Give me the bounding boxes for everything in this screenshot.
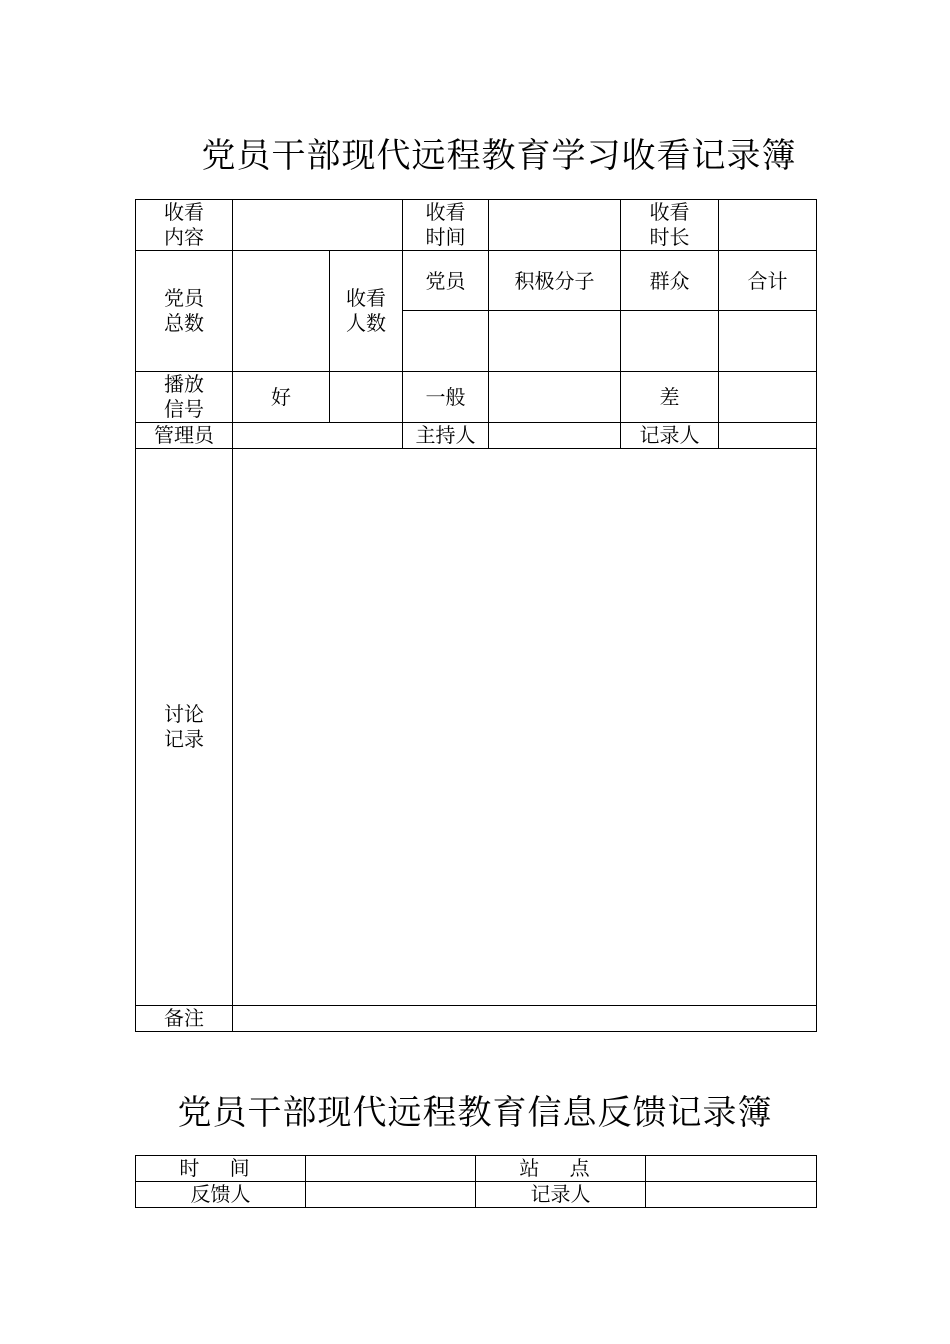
fb-time-field[interactable] [306, 1156, 476, 1182]
fb-recorder-field[interactable] [646, 1182, 817, 1208]
members-count-field[interactable] [403, 311, 489, 372]
col-members-header: 党员 [403, 251, 489, 311]
fb-site-label: 站 点 [476, 1156, 646, 1182]
fb-site-field[interactable] [646, 1156, 817, 1182]
col-activists-header: 积极分子 [489, 251, 621, 311]
total-count-field[interactable] [719, 311, 817, 372]
duration-field[interactable] [719, 200, 817, 251]
recorder-field[interactable] [719, 423, 817, 449]
signal-normal-field[interactable] [489, 372, 621, 423]
fb-time-label: 时 间 [136, 1156, 306, 1182]
duration-label: 收看 时长 [621, 200, 719, 251]
viewers-label: 收看 人数 [330, 251, 403, 372]
content-field[interactable] [233, 200, 403, 251]
public-count-field[interactable] [621, 311, 719, 372]
discussion-label: 讨论 记录 [136, 449, 233, 1006]
time-field[interactable] [489, 200, 621, 251]
host-field[interactable] [489, 423, 621, 449]
signal-good-field[interactable] [330, 372, 403, 423]
admin-field[interactable] [233, 423, 403, 449]
host-label: 主持人 [403, 423, 489, 449]
time-label: 收看 时间 [403, 200, 489, 251]
content-label: 收看 内容 [136, 200, 233, 251]
fb-feedback-person-field[interactable] [306, 1182, 476, 1208]
feedback-record-table [135, 1155, 817, 1208]
signal-poor-label: 差 [621, 372, 719, 423]
remarks-field[interactable] [233, 1006, 817, 1032]
admin-label: 管理员 [136, 423, 233, 449]
col-public-header: 群众 [621, 251, 719, 311]
discussion-field[interactable] [233, 449, 817, 1006]
remarks-label: 备注 [136, 1006, 233, 1032]
fb-recorder-label: 记录人 [476, 1182, 646, 1208]
total-members-label: 党员 总数 [136, 251, 233, 372]
viewing-record-table [135, 199, 817, 1032]
record-title: 党员干部现代远程教育学习收看记录簿 [201, 136, 797, 176]
signal-good-label: 好 [233, 372, 330, 423]
recorder-label: 记录人 [621, 423, 719, 449]
total-members-field[interactable] [233, 251, 330, 372]
signal-poor-field[interactable] [719, 372, 817, 423]
fb-feedback-person-label: 反馈人 [136, 1182, 306, 1208]
signal-label: 播放 信号 [136, 372, 233, 423]
activists-count-field[interactable] [489, 311, 621, 372]
signal-normal-label: 一般 [403, 372, 489, 423]
col-total-header: 合计 [719, 251, 817, 311]
feedback-title: 党员干部现代远程教育信息反馈记录簿 [177, 1093, 773, 1133]
